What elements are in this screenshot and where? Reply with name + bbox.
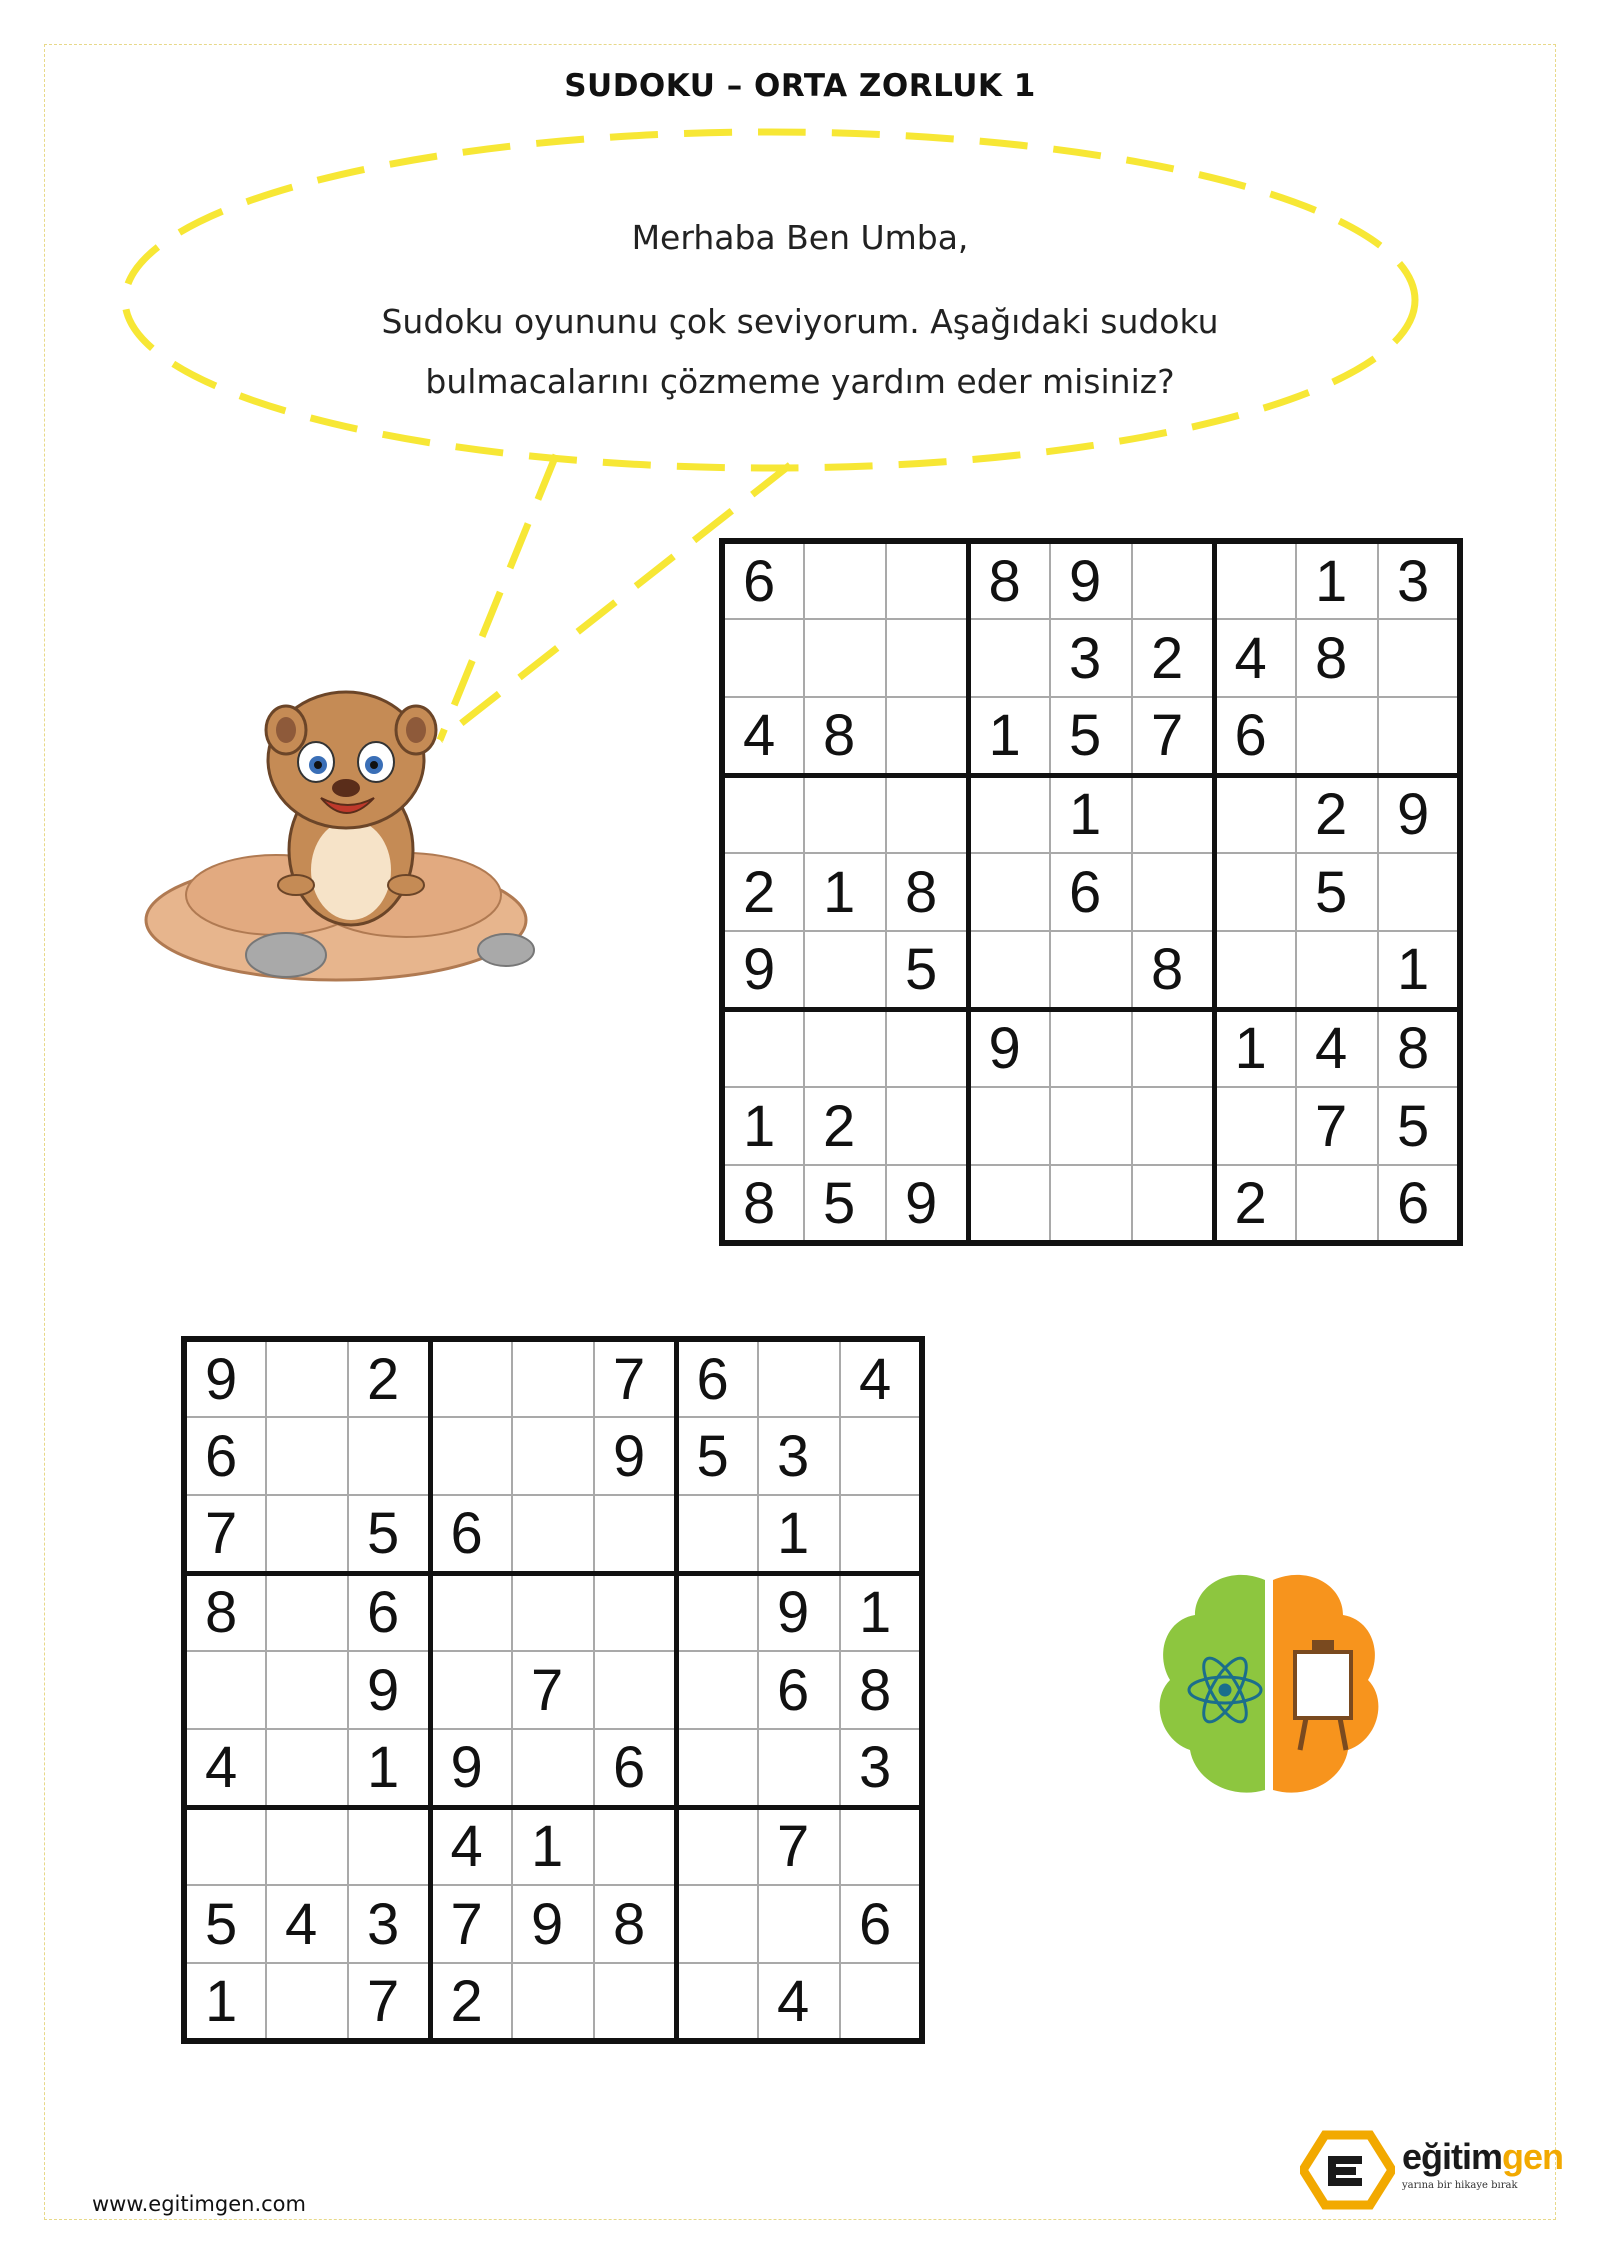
sudoku-cell[interactable]: 6 <box>184 1417 266 1495</box>
sudoku-cell[interactable]: 4 <box>430 1807 512 1885</box>
sudoku-cell[interactable] <box>594 1963 676 2041</box>
brain-logo-icon <box>1140 1560 1400 1820</box>
sudoku-cell[interactable]: 2 <box>804 1087 886 1165</box>
sudoku-cell[interactable]: 6 <box>430 1495 512 1573</box>
sudoku-cell[interactable]: 2 <box>1296 775 1378 853</box>
sudoku-cell[interactable] <box>722 1009 804 1087</box>
sudoku-cell[interactable]: 1 <box>1214 1009 1296 1087</box>
sudoku-cell[interactable]: 4 <box>758 1963 840 2041</box>
sudoku-cell[interactable]: 8 <box>594 1885 676 1963</box>
sudoku-row <box>184 1417 922 1495</box>
sudoku-cell[interactable]: 2 <box>1214 1165 1296 1243</box>
meerkat-mascot-icon <box>136 680 556 1000</box>
sudoku-row <box>722 1165 1460 1243</box>
sudoku-cell[interactable]: 7 <box>512 1651 594 1729</box>
sudoku-cell[interactable]: 1 <box>968 697 1050 775</box>
sudoku-cell[interactable] <box>758 1885 840 1963</box>
sudoku-cell[interactable]: 9 <box>886 1165 968 1243</box>
sudoku-cell[interactable]: 9 <box>348 1651 430 1729</box>
sudoku-cell[interactable]: 2 <box>430 1963 512 2041</box>
sudoku-cell[interactable] <box>1378 853 1460 931</box>
sudoku-cell[interactable]: 3 <box>1050 619 1132 697</box>
sudoku-cell[interactable]: 5 <box>348 1495 430 1573</box>
sudoku-cell[interactable]: 7 <box>348 1963 430 2041</box>
sudoku-cell[interactable]: 5 <box>1378 1087 1460 1165</box>
sudoku-cell[interactable] <box>512 1339 594 1417</box>
sudoku-cell[interactable] <box>804 619 886 697</box>
sudoku-cell[interactable] <box>266 1495 348 1573</box>
sudoku-cell[interactable]: 1 <box>840 1573 922 1651</box>
sudoku-cell[interactable] <box>1132 1009 1214 1087</box>
brand-name-part1: eğitim <box>1402 2136 1503 2177</box>
sudoku-cell[interactable] <box>804 931 886 1009</box>
sudoku-cell[interactable] <box>1214 1087 1296 1165</box>
sudoku-cell[interactable] <box>840 1495 922 1573</box>
sudoku-row <box>722 853 1460 931</box>
sudoku-cell[interactable]: 8 <box>886 853 968 931</box>
sudoku-cell[interactable]: 6 <box>676 1339 758 1417</box>
sudoku-cell[interactable] <box>886 1009 968 1087</box>
sudoku-cell[interactable]: 9 <box>968 1009 1050 1087</box>
sudoku-cell[interactable] <box>968 931 1050 1009</box>
sudoku-cell[interactable] <box>512 1495 594 1573</box>
sudoku-cell[interactable] <box>886 775 968 853</box>
sudoku-cell[interactable] <box>886 541 968 619</box>
sudoku-cell[interactable]: 6 <box>1214 697 1296 775</box>
sudoku-cell[interactable] <box>886 697 968 775</box>
sudoku-cell[interactable] <box>1132 541 1214 619</box>
bubble-line-2: bulmacalarını çözmeme yardım eder misiniz? <box>425 362 1175 401</box>
sudoku-cell[interactable]: 2 <box>1132 619 1214 697</box>
sudoku-cell[interactable] <box>1132 853 1214 931</box>
sudoku-cell[interactable]: 2 <box>722 853 804 931</box>
sudoku-row <box>184 1729 922 1807</box>
sudoku-cell[interactable] <box>1132 1087 1214 1165</box>
sudoku-cell[interactable]: 9 <box>594 1417 676 1495</box>
sudoku-cell[interactable]: 3 <box>1378 541 1460 619</box>
sudoku-cell[interactable]: 6 <box>840 1885 922 1963</box>
sudoku-cell[interactable] <box>430 1651 512 1729</box>
sudoku-row <box>184 1573 922 1651</box>
sudoku-cell[interactable] <box>1378 619 1460 697</box>
sudoku-cell[interactable] <box>968 775 1050 853</box>
sudoku-cell[interactable] <box>804 775 886 853</box>
sudoku-cell[interactable]: 5 <box>886 931 968 1009</box>
sudoku-cell[interactable]: 8 <box>1296 619 1378 697</box>
sudoku-cell[interactable] <box>266 1651 348 1729</box>
sudoku-cell[interactable] <box>512 1963 594 2041</box>
sudoku-cell[interactable]: 4 <box>722 697 804 775</box>
sudoku-cell[interactable]: 7 <box>184 1495 266 1573</box>
sudoku-cell[interactable] <box>1214 853 1296 931</box>
sudoku-cell[interactable]: 9 <box>430 1729 512 1807</box>
sudoku-puzzle-2 <box>181 1336 925 2044</box>
sudoku-cell[interactable] <box>1296 697 1378 775</box>
sudoku-cell[interactable] <box>512 1573 594 1651</box>
sudoku-cell[interactable] <box>430 1417 512 1495</box>
sudoku-cell[interactable] <box>676 1651 758 1729</box>
sudoku-cell[interactable] <box>1050 931 1132 1009</box>
sudoku-cell[interactable] <box>266 1963 348 2041</box>
sudoku-cell[interactable]: 5 <box>1050 697 1132 775</box>
sudoku-cell[interactable]: 6 <box>1050 853 1132 931</box>
sudoku-row <box>184 1495 922 1573</box>
sudoku-cell[interactable]: 7 <box>1132 697 1214 775</box>
sudoku-cell[interactable]: 4 <box>184 1729 266 1807</box>
sudoku-row <box>722 1009 1460 1087</box>
sudoku-row <box>184 1807 922 1885</box>
sudoku-cell[interactable]: 6 <box>348 1573 430 1651</box>
sudoku-cell[interactable]: 5 <box>804 1165 886 1243</box>
sudoku-cell[interactable] <box>594 1573 676 1651</box>
sudoku-cell[interactable] <box>968 1087 1050 1165</box>
sudoku-cell[interactable]: 5 <box>676 1417 758 1495</box>
sudoku-cell[interactable]: 3 <box>840 1729 922 1807</box>
sudoku-cell[interactable]: 9 <box>722 931 804 1009</box>
sudoku-cell[interactable]: 8 <box>968 541 1050 619</box>
sudoku-cell[interactable] <box>804 541 886 619</box>
sudoku-cell[interactable]: 4 <box>266 1885 348 1963</box>
sudoku-row <box>722 541 1460 619</box>
sudoku-cell[interactable] <box>676 1729 758 1807</box>
bubble-greeting: Merhaba Ben Umba, <box>631 218 969 257</box>
sudoku-cell[interactable] <box>1132 775 1214 853</box>
sudoku-cell[interactable]: 7 <box>430 1885 512 1963</box>
page-title: SUDOKU – ORTA ZORLUK 1 <box>564 68 1036 104</box>
sudoku-cell[interactable]: 6 <box>758 1651 840 1729</box>
sudoku-cell[interactable]: 1 <box>512 1807 594 1885</box>
sudoku-cell[interactable]: 8 <box>722 1165 804 1243</box>
sudoku-cell[interactable]: 6 <box>1378 1165 1460 1243</box>
sudoku-cell[interactable]: 9 <box>1050 541 1132 619</box>
sudoku-cell[interactable]: 9 <box>758 1573 840 1651</box>
sudoku-cell[interactable] <box>676 1495 758 1573</box>
sudoku-cell[interactable] <box>1214 775 1296 853</box>
sudoku-cell[interactable]: 9 <box>184 1339 266 1417</box>
sudoku-cell[interactable]: 8 <box>804 697 886 775</box>
sudoku-cell[interactable] <box>1296 1165 1378 1243</box>
sudoku-cell[interactable]: 8 <box>840 1651 922 1729</box>
sudoku-cell[interactable] <box>968 853 1050 931</box>
brand-name-part2: gen <box>1502 2136 1564 2177</box>
sudoku-cell[interactable]: 1 <box>184 1963 266 2041</box>
sudoku-cell[interactable] <box>1132 1165 1214 1243</box>
sudoku-cell[interactable]: 2 <box>348 1339 430 1417</box>
sudoku-cell[interactable]: 4 <box>840 1339 922 1417</box>
sudoku-cell[interactable] <box>594 1807 676 1885</box>
sudoku-cell[interactable] <box>184 1807 266 1885</box>
sudoku-cell[interactable]: 8 <box>1378 1009 1460 1087</box>
sudoku-cell[interactable]: 1 <box>804 853 886 931</box>
sudoku-cell[interactable] <box>512 1729 594 1807</box>
sudoku-cell[interactable] <box>184 1651 266 1729</box>
sudoku-cell[interactable]: 5 <box>184 1885 266 1963</box>
sudoku-cell[interactable] <box>266 1807 348 1885</box>
sudoku-row <box>722 619 1460 697</box>
sudoku-cell[interactable] <box>722 619 804 697</box>
sudoku-cell[interactable] <box>676 1573 758 1651</box>
sudoku-row <box>722 697 1460 775</box>
sudoku-cell[interactable]: 1 <box>1296 541 1378 619</box>
sudoku-cell[interactable] <box>266 1729 348 1807</box>
sudoku-cell[interactable] <box>430 1339 512 1417</box>
sudoku-cell[interactable] <box>968 619 1050 697</box>
sudoku-cell[interactable] <box>1296 931 1378 1009</box>
sudoku-cell[interactable] <box>430 1573 512 1651</box>
sudoku-cell[interactable] <box>1050 1009 1132 1087</box>
sudoku-cell[interactable]: 7 <box>758 1807 840 1885</box>
egitimgen-logo-icon <box>1300 2130 1395 2210</box>
sudoku-puzzle-1 <box>719 538 1463 1246</box>
sudoku-cell[interactable]: 1 <box>348 1729 430 1807</box>
sudoku-cell[interactable] <box>676 1885 758 1963</box>
brand-tagline: yarına bir hikaye bırak <box>1402 2180 1518 2191</box>
sudoku-cell[interactable] <box>676 1807 758 1885</box>
sudoku-cell[interactable] <box>1214 541 1296 619</box>
sudoku-row <box>722 931 1460 1009</box>
sudoku-cell[interactable]: 9 <box>512 1885 594 1963</box>
sudoku-row <box>722 1087 1460 1165</box>
sudoku-cell[interactable]: 1 <box>1050 775 1132 853</box>
sudoku-cell[interactable] <box>348 1417 430 1495</box>
bubble-line-1: Sudoku oyununu çok seviyorum. Aşağıdaki sudoku <box>381 302 1219 341</box>
sudoku-cell[interactable] <box>348 1807 430 1885</box>
sudoku-cell[interactable] <box>886 1087 968 1165</box>
sudoku-cell[interactable] <box>840 1963 922 2041</box>
sudoku-cell[interactable]: 7 <box>1296 1087 1378 1165</box>
sudoku-row <box>184 1963 922 2041</box>
sudoku-cell[interactable] <box>1050 1165 1132 1243</box>
sudoku-cell[interactable] <box>266 1417 348 1495</box>
sudoku-cell[interactable]: 1 <box>722 1087 804 1165</box>
sudoku-cell[interactable]: 4 <box>1296 1009 1378 1087</box>
sudoku-cell[interactable]: 4 <box>1214 619 1296 697</box>
sudoku-cell[interactable] <box>266 1573 348 1651</box>
sudoku-cell[interactable] <box>676 1963 758 2041</box>
sudoku-cell[interactable]: 1 <box>1378 931 1460 1009</box>
sudoku-cell[interactable] <box>758 1339 840 1417</box>
sudoku-cell[interactable] <box>1050 1087 1132 1165</box>
sudoku-cell[interactable]: 1 <box>758 1495 840 1573</box>
footer-url[interactable]: www.egitimgen.com <box>92 2192 306 2216</box>
sudoku-row <box>722 775 1460 853</box>
sudoku-cell[interactable] <box>840 1417 922 1495</box>
sudoku-cell[interactable]: 3 <box>758 1417 840 1495</box>
sudoku-row <box>184 1885 922 1963</box>
sudoku-cell[interactable] <box>840 1807 922 1885</box>
sudoku-cell[interactable]: 5 <box>1296 853 1378 931</box>
sudoku-cell[interactable] <box>266 1339 348 1417</box>
sudoku-cell[interactable] <box>722 775 804 853</box>
sudoku-cell[interactable]: 7 <box>594 1339 676 1417</box>
sudoku-cell[interactable] <box>512 1417 594 1495</box>
sudoku-row <box>184 1651 922 1729</box>
sudoku-cell[interactable] <box>1378 697 1460 775</box>
sudoku-cell[interactable] <box>968 1165 1050 1243</box>
sudoku-row <box>184 1339 922 1417</box>
sudoku-cell[interactable]: 6 <box>722 541 804 619</box>
sudoku-cell[interactable]: 6 <box>594 1729 676 1807</box>
sudoku-cell[interactable] <box>804 1009 886 1087</box>
sudoku-cell[interactable]: 3 <box>348 1885 430 1963</box>
sudoku-cell[interactable]: 8 <box>184 1573 266 1651</box>
brand-logo <box>1300 2130 1564 2210</box>
sudoku-cell[interactable] <box>886 619 968 697</box>
sudoku-cell[interactable] <box>594 1651 676 1729</box>
sudoku-cell[interactable] <box>594 1495 676 1573</box>
sudoku-cell[interactable]: 9 <box>1378 775 1460 853</box>
sudoku-cell[interactable] <box>758 1729 840 1807</box>
sudoku-cell[interactable]: 8 <box>1132 931 1214 1009</box>
brand-name <box>1402 2136 1563 2178</box>
sudoku-cell[interactable] <box>1214 931 1296 1009</box>
